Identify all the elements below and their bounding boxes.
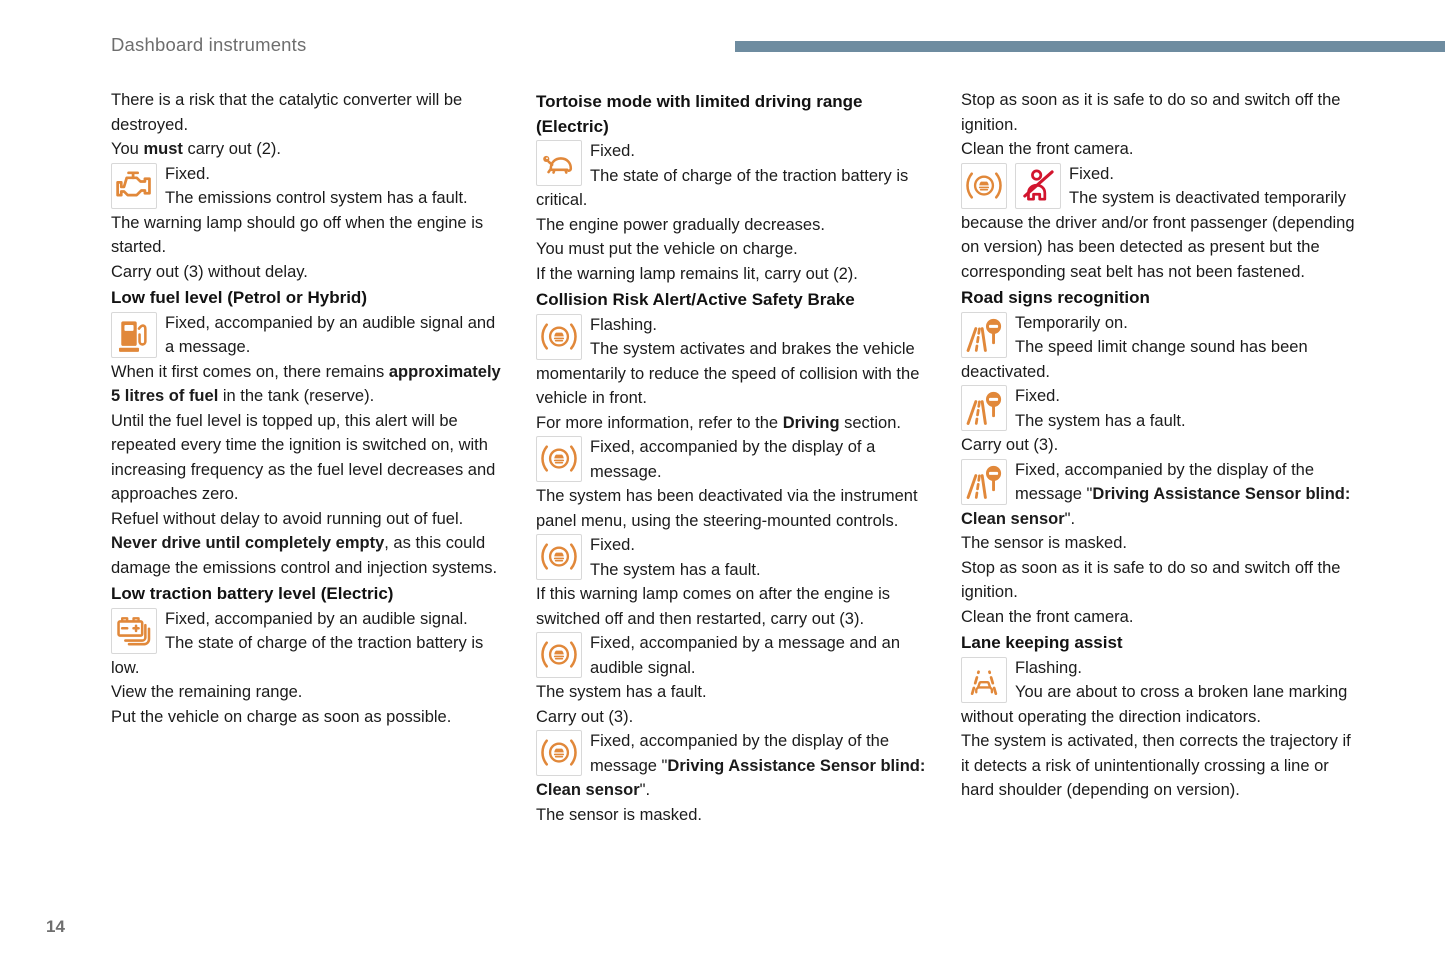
body-paragraph: The warning lamp should go off when the engine is started. (111, 213, 484, 256)
warning-lamp-entry (111, 607, 507, 681)
warning-lamp-entry (536, 435, 932, 484)
body-paragraph: Fixed, accompanied by an audible signal. (165, 609, 468, 628)
body-paragraph: The speed limit change sound has been deactivated. (961, 338, 1308, 381)
section-heading: Low traction battery level (Electric) (111, 584, 394, 603)
body-paragraph: If this warning lamp comes on after the engine is switched off and then restarted, carry out (3). (536, 585, 891, 628)
body-paragraph: You must carry out (2). (111, 140, 281, 158)
body-paragraph: The engine power gradually decreases. (536, 215, 825, 234)
body-paragraph: Refuel without delay to avoid running out of fuel. (111, 509, 464, 528)
body-paragraph: Never drive until completely empty, as this could damage the emissions control and injection systems. (111, 534, 498, 577)
body-paragraph: Fixed, accompanied by the display of the message "Driving Assistance Sensor blind: Clean sensor". (536, 732, 926, 799)
warning-lamp-entry (536, 631, 932, 680)
body-paragraph: Fixed, accompanied by an audible signal and a message. (165, 313, 496, 356)
warning-lamp-entry (536, 139, 932, 213)
brake-warning-icon (536, 534, 582, 580)
body-paragraph: If the warning lamp remains lit, carry out (2). (536, 264, 858, 283)
text-column-2 (536, 88, 932, 827)
warning-lamp-entry (961, 162, 1357, 285)
warning-lamp-entry (961, 311, 1357, 385)
body-paragraph: Stop as soon as it is safe to do so and switch off the ignition. (961, 91, 1341, 134)
warning-lamp-entry (536, 533, 932, 582)
road-signs-icon (961, 385, 1007, 431)
header-accent-bar (735, 41, 1445, 52)
body-paragraph: You must put the vehicle on charge. (536, 240, 798, 258)
body-paragraph: Fixed, accompanied by a message and an audible signal. (590, 634, 901, 677)
section-heading: Road signs recognition (961, 288, 1150, 307)
body-paragraph: Flashing. (590, 315, 657, 334)
body-paragraph: The system has a fault. (1015, 411, 1186, 430)
body-paragraph: Fixed, accompanied by the display of a message. (590, 438, 876, 481)
body-paragraph: Clean the front camera. (961, 140, 1134, 158)
page-title: Dashboard instruments (111, 34, 307, 55)
body-paragraph: Put the vehicle on charge as soon as possible. (111, 707, 452, 726)
tortoise-icon (536, 140, 582, 186)
warning-lamp-entry (961, 384, 1357, 433)
body-paragraph: There is a risk that the catalytic converter will be destroyed. (111, 91, 463, 134)
body-paragraph: Carry out (3). (961, 436, 1059, 454)
warning-lamp-entry (111, 311, 507, 360)
road-signs-icon (961, 312, 1007, 358)
body-paragraph: Temporarily on. (1015, 313, 1128, 332)
body-paragraph: Carry out (3). (536, 707, 634, 726)
seatbelt-warning-icon (1015, 163, 1061, 209)
body-paragraph: The system is activated, then corrects the trajectory if it detects a risk of unintentionally crossing a line or hard shoulder (depending on version). (961, 732, 1351, 799)
section-heading: Collision Risk Alert/Active Safety Brake (536, 290, 855, 309)
body-paragraph: Until the fuel level is topped up, this alert will be repeated every time the ignition is switched on, with increasing frequency as the fuel level decreases and approaches zero. (111, 411, 496, 503)
body-paragraph: Carry out (3) without delay. (111, 262, 308, 281)
body-paragraph: The system is deactivated temporarily because the driver and/or front passenger (depending on version) has been detected as present but the corresponding seat belt has not been fastened. (961, 189, 1355, 281)
body-paragraph: You are about to cross a broken lane marking without operating the direction indicators. (961, 683, 1348, 726)
brake-warning-icon (536, 436, 582, 482)
warning-lamp-entry (536, 313, 932, 411)
body-paragraph: The state of charge of the traction battery is low. (111, 634, 484, 677)
text-column-1 (111, 88, 507, 729)
body-paragraph: Clean the front camera. (961, 607, 1134, 626)
section-heading: Tortoise mode with limited driving range (Electric) (536, 92, 863, 136)
body-paragraph: The sensor is masked. (536, 805, 702, 824)
body-paragraph: Fixed. (165, 164, 210, 183)
brake-warning-icon (536, 730, 582, 776)
body-paragraph: The state of charge of the traction battery is critical. (536, 166, 909, 209)
body-paragraph: Fixed. (1069, 164, 1114, 183)
text-column-3 (961, 88, 1357, 803)
brake-warning-icon (536, 632, 582, 678)
warning-lamp-entry (961, 656, 1357, 730)
body-paragraph: The system has a fault. (536, 683, 707, 701)
body-paragraph: For more information, refer to the Driving section. (536, 413, 901, 432)
body-paragraph: View the remaining range. (111, 683, 303, 701)
body-paragraph: When it first comes on, there remains approximately 5 litres of fuel in the tank (reserve). (111, 362, 501, 405)
body-paragraph: The sensor is masked. (961, 534, 1127, 552)
lane-keeping-icon (961, 657, 1007, 703)
body-paragraph: Stop as soon as it is safe to do so and switch off the ignition. (961, 558, 1341, 601)
body-paragraph: The system has been deactivated via the instrument panel menu, using the steering-mounted controls. (536, 487, 918, 530)
engine-warning-icon (111, 163, 157, 209)
brake-warning-icon (961, 163, 1007, 209)
fuel-pump-icon (111, 312, 157, 358)
section-heading: Lane keeping assist (961, 633, 1123, 652)
warning-lamp-entry (111, 162, 507, 211)
body-paragraph: The system activates and brakes the vehicle momentarily to reduce the speed of collision with the vehicle in front. (536, 340, 920, 407)
road-signs-icon (961, 459, 1007, 505)
body-paragraph: Fixed. (590, 142, 635, 160)
body-paragraph: The system has a fault. (590, 560, 761, 579)
body-paragraph: Fixed. (1015, 387, 1060, 405)
traction-battery-icon (111, 608, 157, 654)
warning-lamp-entry (536, 729, 932, 803)
body-paragraph: The emissions control system has a fault. (165, 189, 468, 207)
warning-lamp-entry (961, 458, 1357, 532)
page-number: 14 (46, 917, 65, 936)
body-paragraph: Fixed. (590, 536, 635, 554)
content-columns (111, 88, 1357, 827)
body-paragraph: Flashing. (1015, 658, 1082, 677)
section-heading: Low fuel level (Petrol or Hybrid) (111, 288, 367, 307)
body-paragraph: Fixed, accompanied by the display of the message "Driving Assistance Sensor blind: Clean sensor". (961, 460, 1351, 528)
brake-warning-icon (536, 314, 582, 360)
